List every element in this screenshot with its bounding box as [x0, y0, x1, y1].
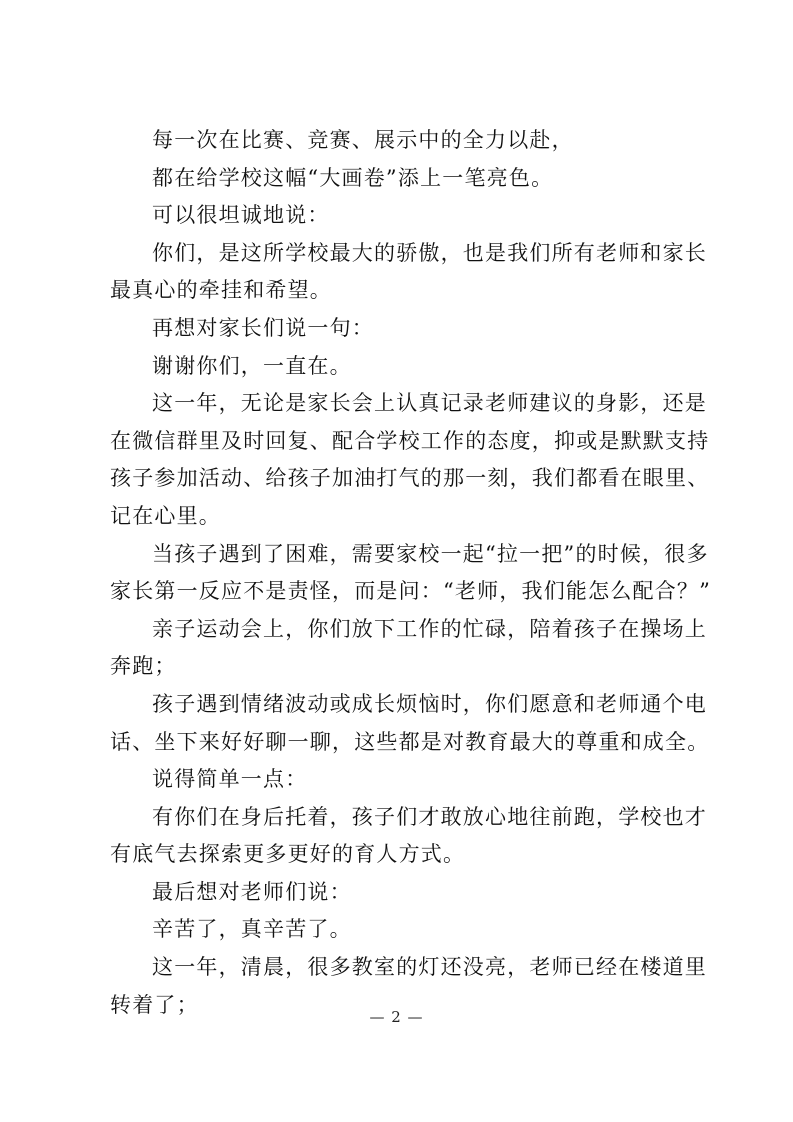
text-line: 都在给学校这幅“大画卷”添上一笔亮色。 [152, 165, 554, 190]
text-line: 有你们在身后托着，孩子们才敢放心地往前跑，学校也才 [152, 804, 707, 829]
text-line: 在微信群里及时回复、配合学校工作的态度，抑或是默默支持 [110, 428, 710, 453]
text-line: 转着了； [110, 992, 199, 1017]
text-line: 可以很坦诚地说： [152, 203, 330, 228]
text-line: 有底气去探索更多更好的育人方式。 [110, 842, 466, 867]
paragraph [110, 197, 693, 235]
paragraph [110, 686, 710, 761]
text-line: 当孩子遇到了困难，需要家校一起“拉一把”的时候，很多 [152, 541, 709, 566]
text-line: 谢谢你们，一直在。 [152, 353, 352, 378]
paragraph [110, 761, 693, 799]
paragraph [110, 348, 693, 386]
text-line: 再想对家长们说一句： [152, 315, 374, 340]
paragraph [110, 799, 707, 874]
text-line: 这一年，清晨，很多教室的灯还没亮，老师已经在楼道里 [152, 955, 707, 980]
page-number: — 2 — [369, 1008, 424, 1026]
text-line: 最后想对老师们说： [152, 879, 352, 904]
text-line: 每一次在比赛、竞赛、展示中的全力以赴， [152, 128, 574, 152]
text-line: 孩子参加活动、给孩子加油打气的那一刻，我们都看在眼里、 [110, 466, 710, 491]
text-line: 辛苦了，真辛苦了。 [152, 917, 352, 942]
paragraph [110, 122, 693, 160]
text-line: 奔跑； [110, 654, 177, 679]
text-line: 家长第一反应不是责怪，而是问：“老师，我们能怎么配合？” [110, 579, 712, 604]
text-line: 这一年，无论是家长会上认真记录老师建议的身影，还是 [152, 391, 707, 416]
text-line: 孩子遇到情绪波动或成长烦恼时，你们愿意和老师通个电 [152, 691, 707, 716]
text-line: 话、坐下来好好聊一聊，这些都是对教育最大的尊重和成全。 [110, 729, 710, 754]
paragraph [110, 310, 693, 348]
paragraph [110, 385, 710, 535]
text-line: 你们，是这所学校最大的骄傲，也是我们所有老师和家长 [152, 240, 707, 265]
text-line: 最真心的牵挂和希望。 [110, 278, 332, 303]
text-line: 说得简单一点： [152, 767, 308, 792]
paragraph [110, 874, 693, 912]
paragraph [110, 611, 707, 686]
paragraph [110, 911, 693, 949]
document-body [110, 122, 712, 1024]
paragraph [110, 160, 693, 198]
text-line: 亲子运动会上，你们放下工作的忙碌，陪着孩子在操场上 [152, 616, 707, 641]
paragraph [110, 235, 707, 310]
paragraph [110, 536, 712, 611]
text-line: 记在心里。 [110, 503, 221, 528]
